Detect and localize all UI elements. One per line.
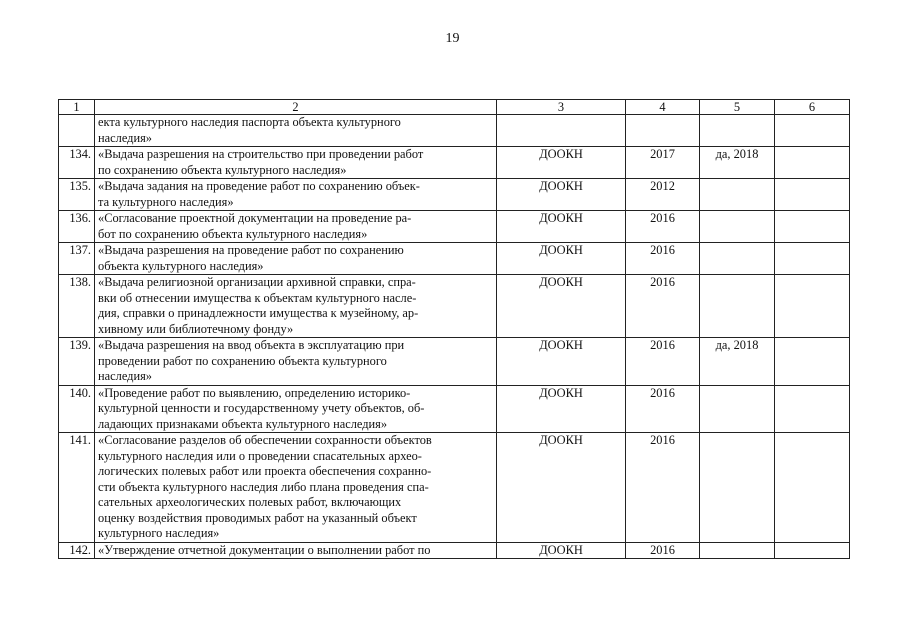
description-line: культурной ценности и государственному учету объектов, об- (98, 401, 425, 415)
row-number: 134. (59, 147, 95, 179)
column-6-value (775, 433, 850, 543)
description-line: ладающих признаками объекта культурного наследия» (98, 416, 388, 431)
column-5-value (700, 243, 775, 275)
year (626, 115, 700, 147)
service-description (95, 275, 497, 338)
description-line: «Утверждение отчетной документации о выполнении работ по (98, 542, 431, 557)
responsible-body: ДООКН (497, 542, 626, 559)
service-description (95, 115, 497, 147)
description-line: сти объекта культурного наследия либо плана проведения спа- (98, 479, 429, 494)
description-line: бот по сохранению объекта культурного наследия» (98, 226, 368, 241)
description-line: «Выдача разрешения на проведение работ по сохранению (98, 243, 404, 257)
column-5-value: да, 2018 (700, 338, 775, 386)
table-row-continuation (59, 115, 850, 147)
column-6-value (775, 179, 850, 211)
responsible-body: ДООКН (497, 275, 626, 338)
description-line: сательных археологических полевых работ, включающих (98, 495, 402, 509)
column-5-value: да, 2018 (700, 147, 775, 179)
year: 2016 (626, 385, 700, 433)
responsible-body: ДООКН (497, 433, 626, 543)
responsible-body: ДООКН (497, 338, 626, 386)
column-5-value (700, 385, 775, 433)
table-row (59, 385, 850, 433)
year: 2016 (626, 542, 700, 559)
year: 2016 (626, 338, 700, 386)
table-row (59, 433, 850, 543)
description-line: дия, справки о принадлежности имущества к музейному, ар- (98, 306, 419, 320)
responsible-body: ДООКН (497, 385, 626, 433)
service-description (95, 243, 497, 275)
responsible-body: ДООКН (497, 179, 626, 211)
description-line: «Согласование проектной документации на проведение ра- (98, 211, 412, 225)
column-5-value (700, 211, 775, 243)
description-line: та культурного наследия» (98, 194, 234, 209)
table-row (59, 147, 850, 179)
description-line: культурного наследия» (98, 526, 220, 540)
column-5-value (700, 542, 775, 559)
year: 2012 (626, 179, 700, 211)
description-line: вки об отнесении имущества к объектам культурного насле- (98, 290, 417, 305)
row-number: 137. (59, 243, 95, 275)
column-6-value (775, 211, 850, 243)
responsible-body: ДООКН (497, 147, 626, 179)
description-line: «Проведение работ по выявлению, определению историко- (98, 385, 411, 400)
description-line: «Выдача религиозной организации архивной справки, спра- (98, 275, 416, 289)
service-description (95, 338, 497, 386)
service-description (95, 542, 497, 559)
row-number: 135. (59, 179, 95, 211)
year: 2016 (626, 243, 700, 275)
description-line: екта культурного наследия паспорта объекта культурного (98, 115, 401, 129)
year: 2017 (626, 147, 700, 179)
description-line: культурного наследия или о проведении спасательных архео- (98, 448, 422, 463)
column-header-3: 3 (497, 100, 626, 115)
year: 2016 (626, 211, 700, 243)
column-header-1: 1 (59, 100, 95, 115)
row-number: 138. (59, 275, 95, 338)
description-line: наследия» (98, 369, 152, 383)
column-header-4: 4 (626, 100, 700, 115)
column-5-value (700, 115, 775, 147)
service-description (95, 211, 497, 243)
column-header-6: 6 (775, 100, 850, 115)
responsible-body: ДООКН (497, 211, 626, 243)
row-number (59, 115, 95, 147)
year: 2016 (626, 433, 700, 543)
column-6-value (775, 338, 850, 386)
column-5-value (700, 433, 775, 543)
column-6-value (775, 147, 850, 179)
row-number: 136. (59, 211, 95, 243)
column-5-value (700, 179, 775, 211)
description-line: объекта культурного наследия» (98, 258, 264, 273)
description-line: логических полевых работ или проекта обеспечения сохранно- (98, 464, 432, 478)
column-6-value (775, 243, 850, 275)
responsible-body (497, 115, 626, 147)
row-number: 141. (59, 433, 95, 543)
column-6-value (775, 542, 850, 559)
table-row (59, 542, 850, 559)
column-6-value (775, 115, 850, 147)
table-row (59, 243, 850, 275)
service-description (95, 385, 497, 433)
description-line: «Выдача разрешения на строительство при проведении работ (98, 147, 424, 161)
column-header-5: 5 (700, 100, 775, 115)
description-line: по сохранению объекта культурного наследия» (98, 162, 347, 177)
service-description (95, 147, 497, 179)
service-description (95, 433, 497, 543)
description-line: «Выдача задания на проведение работ по сохранению объек- (98, 179, 420, 193)
table-row (59, 275, 850, 338)
description-line: «Согласование разделов об обеспечении сохранности объектов (98, 433, 432, 447)
row-number: 139. (59, 338, 95, 386)
year: 2016 (626, 275, 700, 338)
page-number: 19 (445, 31, 460, 46)
description-line: оценку воздействия проводимых работ на указанный объект (98, 510, 417, 525)
column-6-value (775, 385, 850, 433)
row-number: 140. (59, 385, 95, 433)
description-line: наследия» (98, 130, 152, 145)
responsible-body: ДООКН (497, 243, 626, 275)
column-5-value (700, 275, 775, 338)
table-header-row (59, 100, 850, 115)
row-number: 142. (59, 542, 95, 559)
service-description (95, 179, 497, 211)
column-header-2: 2 (95, 100, 497, 115)
table-row (59, 338, 850, 386)
description-line: хивному или библиотечному фонду» (98, 321, 294, 336)
table-row (59, 211, 850, 243)
description-line: проведении работ по сохранению объекта культурного (98, 353, 387, 368)
table-row (59, 179, 850, 211)
description-line: «Выдача разрешения на ввод объекта в эксплуатацию при (98, 338, 405, 352)
column-6-value (775, 275, 850, 338)
services-table (58, 99, 850, 559)
